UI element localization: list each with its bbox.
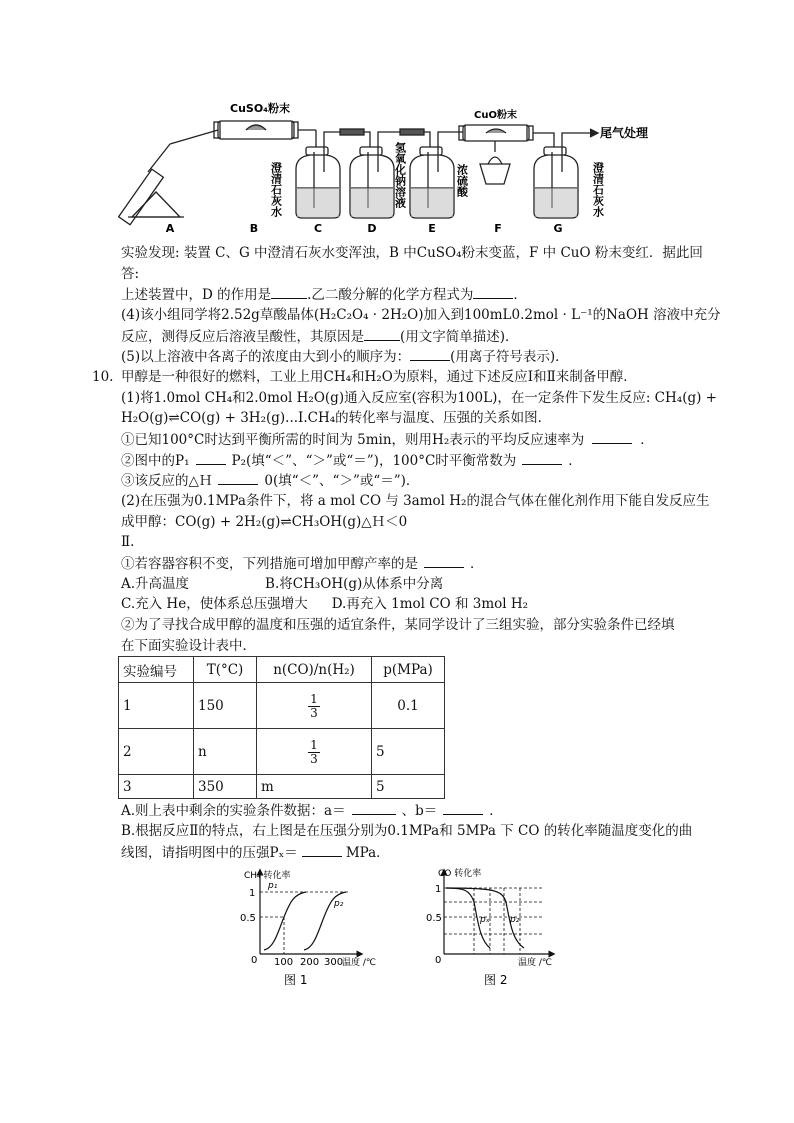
- fraction: [308, 739, 320, 766]
- curve-px-label: pₓ: [480, 915, 490, 925]
- question-number: 10.: [92, 369, 114, 385]
- c-side-label: 澄清石灰水: [269, 162, 283, 217]
- text-line: Ⅱ.: [121, 534, 135, 550]
- apparatus-diagram: [118, 92, 678, 240]
- figure-2-co-conversion: [424, 862, 574, 990]
- table-cell: [257, 683, 372, 729]
- text-segment: .乙二酸分解的化学方程式为: [307, 287, 474, 303]
- text-line: (1)将1.0mol CH₄和2.0mol H₂O(g)通入反应室(容积为100L)，在一定条件下发生反应: CH₄(g) +: [121, 390, 717, 406]
- table-cell: 1: [119, 683, 194, 729]
- cuo-label: CuO粉末: [474, 110, 517, 121]
- text-segment: ．: [489, 803, 503, 819]
- tail-gas-label: 尾气处理: [600, 126, 649, 140]
- table-cell: 3: [119, 775, 194, 799]
- answer-blank[interactable]: [522, 450, 562, 465]
- table-cell: 5: [372, 775, 445, 799]
- text-line: [121, 346, 569, 367]
- text-line: [121, 284, 527, 305]
- text-line: 甲醇是一种很好的燃料，工业上用CH₄和H₂O为原料，通过下述反应Ⅰ和Ⅱ来制备甲醇．: [121, 369, 637, 385]
- option-d: D.再充入 1mol CO 和 3mol H₂: [331, 596, 529, 612]
- text-segment: A.则上表中剩余的实验条件数据：a＝: [121, 803, 346, 819]
- answer-blank[interactable]: [364, 326, 400, 341]
- curve-p2-label: p₂: [334, 899, 344, 909]
- x-tick-200: 200: [300, 957, 320, 968]
- table-cell: 350: [194, 775, 257, 799]
- text-segment: (用文字简单描述)．: [400, 329, 519, 345]
- text-segment: ①已知100°C时达到平衡所需的时间为 5min，则用H₂表示的平均反应速率为: [121, 432, 585, 448]
- figure-1-ch4-conversion: [232, 862, 382, 990]
- figure-caption: 图 2: [484, 973, 508, 987]
- x-axis-label: 温度 /℃: [342, 958, 377, 968]
- letter-e: E: [428, 222, 436, 235]
- text-line: 实验发现: 装置 C、G 中澄清石灰水变浑浊，B 中CuSO₄粉末变蓝，F 中 CuO 粉末变红．据此回: [121, 245, 703, 261]
- text-line: [121, 326, 519, 347]
- y-tick-05: 0.5: [240, 913, 256, 924]
- letter-c: C: [313, 222, 323, 235]
- table-cell: 2: [119, 729, 194, 775]
- origin-label: 0: [435, 955, 442, 966]
- text-segment: 、b＝: [401, 803, 438, 819]
- text-line: 在下面实验设计表中．: [121, 638, 256, 654]
- answer-blank[interactable]: [271, 284, 307, 299]
- text-segment: 线图，请指明图中的压强Pₓ＝: [121, 845, 298, 861]
- text-line: [121, 450, 582, 471]
- text-line: [121, 429, 654, 450]
- text-segment: (5)以上溶液中各离子的浓度由大到小的顺序为：: [121, 349, 411, 365]
- fraction-numerator: 1: [310, 692, 318, 706]
- text-segment: ①若容器容积不变，下列措施可增加甲醇产率的是: [121, 556, 418, 572]
- table-row: [119, 683, 445, 729]
- table-row: [119, 729, 445, 775]
- x-tick-100: 100: [274, 957, 294, 968]
- y-tick-1: 1: [249, 888, 256, 899]
- text-segment: ．: [568, 453, 582, 469]
- experiment-table: [118, 656, 445, 799]
- table-header-cell: n(CO)/n(H₂): [257, 657, 372, 683]
- table-cell: [257, 729, 372, 775]
- table-cell: 5: [372, 729, 445, 775]
- answer-blank[interactable]: [302, 842, 342, 857]
- letter-d: D: [367, 222, 377, 235]
- letter-a: A: [165, 222, 175, 235]
- text-segment: (用离子符号表示)．: [450, 349, 569, 365]
- y-tick-1: 1: [435, 884, 442, 895]
- text-line: (4)该小组同学将2.52g草酸晶体(H₂C₂O₄ · 2H₂O)加入到100mL0.2mol · L⁻¹的NaOH 溶液中充分: [121, 307, 721, 323]
- table-cell: n: [194, 729, 257, 775]
- x-axis-label: 温度 /℃: [518, 958, 553, 968]
- y-axis-label: CH₄ 转化率: [244, 871, 291, 881]
- letter-b: B: [249, 222, 259, 235]
- text-segment: 0(填“＜”、“＞”或“＝”)．: [264, 473, 420, 489]
- table-header-row: [119, 657, 445, 683]
- text-line: 成甲醇：CO(g) + 2H₂(g)⇌CH₃OH(g)△Ｈ＜0: [121, 514, 408, 530]
- cuso4-label: CuSO₄粉末: [230, 102, 290, 115]
- x-tick-300: 300: [324, 957, 344, 968]
- text-line: [121, 594, 528, 614]
- fraction-denominator: 3: [310, 706, 318, 720]
- curve-p1-label: p₁: [268, 881, 278, 891]
- answer-blank[interactable]: [473, 284, 513, 299]
- letter-f: F: [494, 222, 502, 235]
- text-line: ②为了寻找合成甲醇的温度和压强的适宜条件，某同学设计了三组实验，部分实验条件已经填: [121, 617, 675, 633]
- text-segment: ．: [640, 432, 654, 448]
- answer-blank[interactable]: [443, 800, 483, 815]
- table-cell: 0.1: [372, 683, 445, 729]
- curve-p2-label: p₂: [510, 915, 520, 925]
- table-cell: m: [257, 775, 372, 799]
- answer-blank[interactable]: [196, 450, 226, 465]
- text-line: [121, 842, 390, 863]
- figure-caption: 图 1: [284, 973, 308, 987]
- option-c: C.充入 He，使体系总压强增大: [121, 596, 308, 612]
- d-side-label: 氢氧化钠溶液: [393, 142, 407, 208]
- table-header-cell: 实验编号: [119, 657, 194, 683]
- fraction-denominator: 3: [310, 752, 318, 766]
- answer-blank[interactable]: [352, 800, 396, 815]
- text-line: 答:: [121, 266, 140, 282]
- text-line: [121, 553, 484, 574]
- table-header-cell: p(MPa): [372, 657, 445, 683]
- text-segment: ②图中的P₁: [121, 453, 190, 469]
- text-segment: MPa．: [345, 845, 390, 861]
- table-header-cell: T(°C): [194, 657, 257, 683]
- text-segment: ．: [513, 287, 527, 303]
- table-cell: 150: [194, 683, 257, 729]
- text-line: H₂O(g)⇌CO(g) + 3H₂(g)...I.CH₄的转化率与温度、压强的关系如图．: [121, 410, 552, 426]
- y-axis-label: CO 转化率: [438, 869, 482, 879]
- text-line: [121, 574, 443, 594]
- e-side-label: 浓硫酸: [455, 164, 469, 197]
- option-b: B.将CH₃OH(g)从体系中分离: [265, 576, 444, 592]
- text-line: (2)在压强为0.1MPa条件下，将 a mol CO 与 3amol H₂的混合气体在催化剂作用下能自发反应生: [121, 493, 710, 509]
- text-line: B.根据反应Ⅱ的特点，右上图是在压强分别为0.1MPa和 5MPa 下 CO 的转化率随温度变化的曲: [121, 823, 693, 839]
- text-line: [121, 470, 419, 491]
- text-segment: P₂(填“＜”、“＞”或“＝”)，100°C时平衡常数为: [231, 453, 517, 469]
- text-segment: 反应，测得反应后溶液呈酸性，其原因是: [121, 329, 364, 345]
- fraction: [308, 693, 320, 720]
- table-row: [119, 775, 445, 799]
- text-segment: ．: [470, 556, 484, 572]
- text-segment: ③该反应的△Ｈ: [121, 473, 213, 489]
- text-segment: 上述装置中，D 的作用是: [121, 287, 272, 303]
- answer-blank[interactable]: [424, 553, 464, 568]
- y-tick-05: 0.5: [426, 913, 442, 924]
- answer-blank[interactable]: [410, 346, 450, 361]
- option-a: A.升高温度: [121, 576, 190, 592]
- origin-label: 0: [251, 955, 258, 966]
- answer-blank[interactable]: [592, 429, 632, 444]
- g-side-label: 澄清石灰水: [591, 162, 605, 217]
- text-line: [121, 800, 503, 821]
- fraction-numerator: 1: [310, 738, 318, 752]
- letter-g: G: [553, 222, 563, 235]
- answer-blank[interactable]: [218, 470, 258, 485]
